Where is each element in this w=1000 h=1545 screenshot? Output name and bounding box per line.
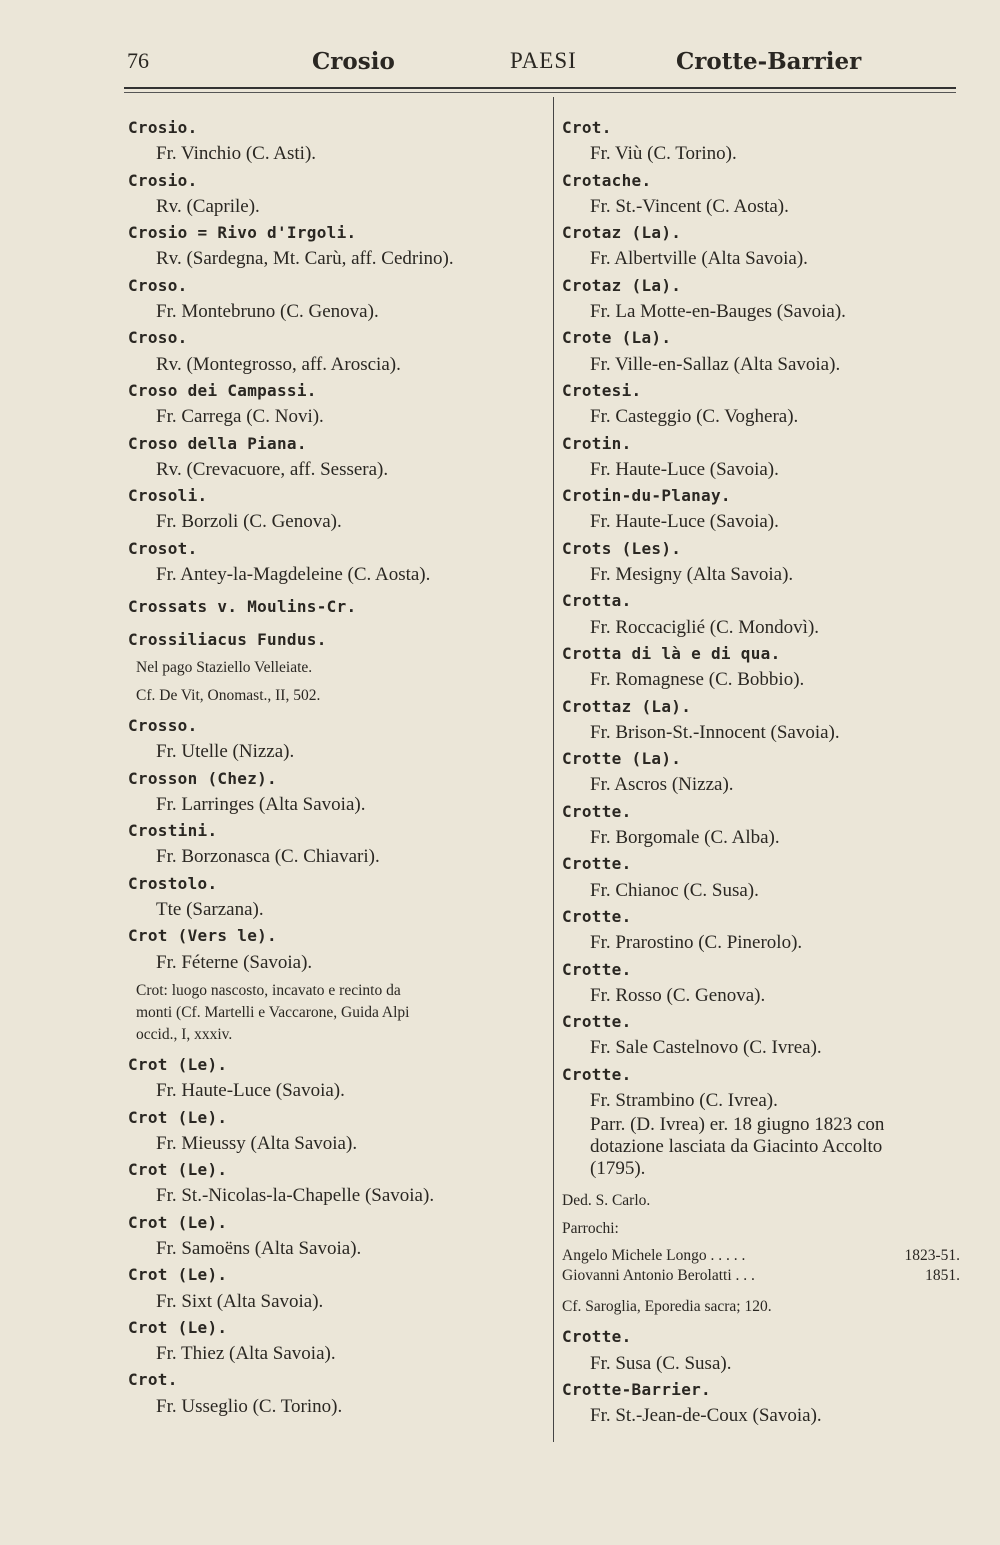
entry-heading: Crostini. [128,821,218,841]
entry [562,746,960,799]
entry [128,1367,538,1420]
entry-location: Fr. Antey-la-Magdeleine (C. Aosta). [156,564,431,586]
header-rule-thick [124,87,956,89]
entry-location: Fr. Samoëns (Alta Savoia). [156,1237,362,1259]
entry-location: Fr. Féterne (Savoia). [156,951,313,973]
entry-location: Fr. Ascros (Nizza). [590,774,734,796]
entry [562,1009,960,1062]
parish-note-line: Parr. (D. Ivrea) er. 18 giugno 1823 con [590,1114,885,1136]
entry-location: Fr. Mieussy (Alta Savoia). [156,1132,358,1154]
entry-location: Fr. Casteggio (C. Voghera). [590,406,799,428]
entry-heading: Crot (Le). [128,1212,228,1232]
entry-heading: Crosio = Rivo d'Irgoli. [128,223,357,243]
entry-heading: Crotesi. [562,380,642,400]
entry [128,1052,538,1105]
entry [562,115,960,168]
entry-location: Fr. Usseglio (C. Torino). [156,1395,343,1417]
entry-location: Fr. Borzonasca (C. Chiavari). [156,846,380,868]
entry-heading: Crosso. [128,715,198,735]
entry-heading: Croso. [128,328,188,348]
entry [128,115,538,168]
entry-location: Fr. Brison-St.-Innocent (Savoia). [590,721,840,743]
entry-location: Rv. (Caprile). [156,195,260,217]
column-divider [553,97,554,1442]
entry-heading: Crosio. [128,170,198,190]
entry-heading: Crosson (Chez). [128,768,277,788]
entry-heading: Crot (Vers le). [128,926,277,946]
entry [128,273,538,326]
entry-location: Fr. Strambino (C. Ivrea). [590,1089,778,1111]
entry-heading: Crot. [128,1370,178,1390]
entry-heading: Croso dei Campassi. [128,380,317,400]
header-first-entry: Crosio [312,48,395,75]
entry-heading: Crot. [562,118,612,137]
entry [562,641,960,694]
entry-note: Nel pago Staziello Velleiate. [136,658,313,676]
entry [562,904,960,957]
entry [562,273,960,326]
entry [128,818,538,871]
entry [128,871,538,924]
entry-heading: Crostolo. [128,873,218,893]
entry [128,594,538,620]
entry-heading: Crotaz (La). [562,275,682,295]
entry-location: Fr. Carrega (C. Novi). [156,406,324,428]
entry-heading: Crot (Le). [128,1317,228,1337]
entry-heading: Crotte. [562,906,632,926]
entry-heading: Crossats v. Moulins-Cr. [128,597,357,617]
entry-note [128,980,538,1046]
entry-heading: Crotte. [562,959,632,979]
entry-heading: Crotte (La). [562,749,682,769]
entry-heading: Crot (Le). [128,1054,228,1074]
entry-heading: Crotte. [562,1327,632,1347]
header-section-title: PAESI [510,48,577,73]
entry-location: Fr. Haute-Luce (Savoia). [590,511,779,533]
entry-heading: Crots (Les). [562,538,682,558]
entry [128,378,538,431]
entry [562,325,960,378]
entry-reference: Cf. De Vit, Onomast., II, 502. [136,686,321,704]
entry [562,483,960,536]
entry [562,220,960,273]
entry-location: Fr. Vinchio (C. Asti). [156,143,317,165]
entry [562,536,960,589]
entry-location: Fr. Haute-Luce (Savoia). [156,1080,345,1102]
entry-heading: Crotte. [562,1064,632,1084]
entry [128,1315,538,1368]
entry-location: Fr. Albertville (Alta Savoia). [590,248,808,270]
entry [128,1262,538,1315]
entry-location: Fr. St.-Jean-de-Coux (Savoia). [590,1405,822,1427]
priest-years: 1851. [925,1267,960,1285]
entry-heading: Crosio. [128,118,198,137]
entry [562,694,960,747]
entry-heading: Crotin-du-Planay. [562,486,731,506]
entry-location: Fr. Rosso (C. Genova). [590,984,766,1006]
entry-heading: Crotta di là e di qua. [562,643,781,663]
entry-location: Fr. St.-Vincent (C. Aosta). [590,195,789,217]
dedication: Ded. S. Carlo. [562,1192,651,1210]
entry [128,923,538,1046]
priest-row [562,1246,960,1266]
entry [128,1157,538,1210]
entry-heading: Crotta. [562,591,632,611]
entry-location: Rv. (Montegrosso, aff. Aroscia). [156,353,401,375]
entry [562,1062,960,1319]
priest-name: Angelo Michele Longo . . . . . [562,1247,746,1265]
entry-location: Fr. Roccaciglié (C. Mondovì). [590,616,820,638]
entry-location: Fr. Ville-en-Sallaz (Alta Savoia). [590,353,841,375]
page-number: 76 [127,48,149,73]
entry [128,168,538,221]
entry-heading: Croso. [128,275,188,295]
parish-note-line: dotazione lasciata da Giacinto Accolto [590,1136,883,1158]
entry-location: Fr. Thiez (Alta Savoia). [156,1343,336,1365]
entry-heading: Crot (Le). [128,1160,228,1180]
entry-location: Fr. Romagnese (C. Bobbio). [590,669,805,691]
entry [128,220,538,273]
priest-name: Giovanni Antonio Berolatti . . . [562,1267,755,1285]
entry [562,168,960,221]
note-line: occid., I, xxxiv. [136,1025,233,1043]
entry-heading: Crosot. [128,538,198,558]
entry [128,325,538,378]
entry [562,1324,960,1377]
entry [562,431,960,484]
entry-heading: Crotte. [562,1012,632,1032]
header-last-entry: Crotte-Barrier [676,48,862,75]
header-rule-thin [124,92,956,93]
entry-reference: Cf. Saroglia, Eporedia sacra; 120. [562,1298,772,1316]
entry-location: Fr. Chianoc (C. Susa). [590,879,759,901]
entry [128,766,538,819]
entry-location: Fr. La Motte-en-Bauges (Savoia). [590,301,846,323]
parish-note-line: (1795). [590,1158,646,1180]
entry-location: Fr. Montebruno (C. Genova). [156,301,379,323]
entry-heading: Crotte-Barrier. [562,1379,711,1399]
entry [128,1105,538,1158]
priest-years: 1823-51. [904,1247,960,1265]
entry-heading: Crottaz (La). [562,696,692,716]
entry-location: Fr. Haute-Luce (Savoia). [590,458,779,480]
entry-location: Tte (Sarzana). [156,899,264,921]
entry [562,799,960,852]
entry [562,1377,960,1430]
entry-location: Fr. Mesigny (Alta Savoia). [590,564,794,586]
entry-location: Fr. St.-Nicolas-la-Chapelle (Savoia). [156,1185,435,1207]
entry-location: Fr. Sale Castelnovo (C. Ivrea). [590,1037,822,1059]
entry [562,378,960,431]
entry-location: Fr. Sixt (Alta Savoia). [156,1290,324,1312]
entry [128,1210,538,1263]
entry [128,627,538,707]
entry-heading: Crot (Le). [128,1265,228,1285]
entry-heading: Crot (Le). [128,1107,228,1127]
entry-heading: Crotin. [562,433,632,453]
entry-location: Rv. (Sardegna, Mt. Carù, aff. Cedrino). [156,248,454,270]
entry-heading: Crote (La). [562,328,672,348]
entry [128,536,538,589]
note-line: monti (Cf. Martelli e Vaccarone, Guida Alpi [136,1003,410,1021]
left-column [128,115,538,1420]
entry-location: Fr. Viù (C. Torino). [590,143,737,165]
entry-location: Fr. Susa (C. Susa). [590,1352,732,1374]
running-header [0,0,1000,90]
entry [128,483,538,536]
entry-location: Fr. Larringes (Alta Savoia). [156,793,366,815]
entry [562,957,960,1010]
entry [562,588,960,641]
entry-location: Fr. Borgomale (C. Alba). [590,827,780,849]
entry [128,431,538,484]
parish-note [562,1114,960,1180]
entry-heading: Crotte. [562,854,632,874]
right-column [562,115,960,1429]
entry-heading: Croso della Piana. [128,433,307,453]
note-line: Crot: luogo nascosto, incavato e recinto da [136,981,401,999]
priest-row [562,1266,960,1286]
entry-heading: Crotache. [562,170,652,190]
entry-heading: Crosoli. [128,486,208,506]
parish-priests-label: Parrochi: [562,1220,619,1238]
entry-heading: Crotte. [562,801,632,821]
entry-location: Fr. Utelle (Nizza). [156,741,295,763]
entry-heading: Crotaz (La). [562,223,682,243]
entry-location: Rv. (Crevacuore, aff. Sessera). [156,458,389,480]
entry-location: Fr. Prarostino (C. Pinerolo). [590,932,803,954]
entry-heading: Crossiliacus Fundus. [128,629,327,649]
entry [128,713,538,766]
entry [562,851,960,904]
entry-location: Fr. Borzoli (C. Genova). [156,511,342,533]
